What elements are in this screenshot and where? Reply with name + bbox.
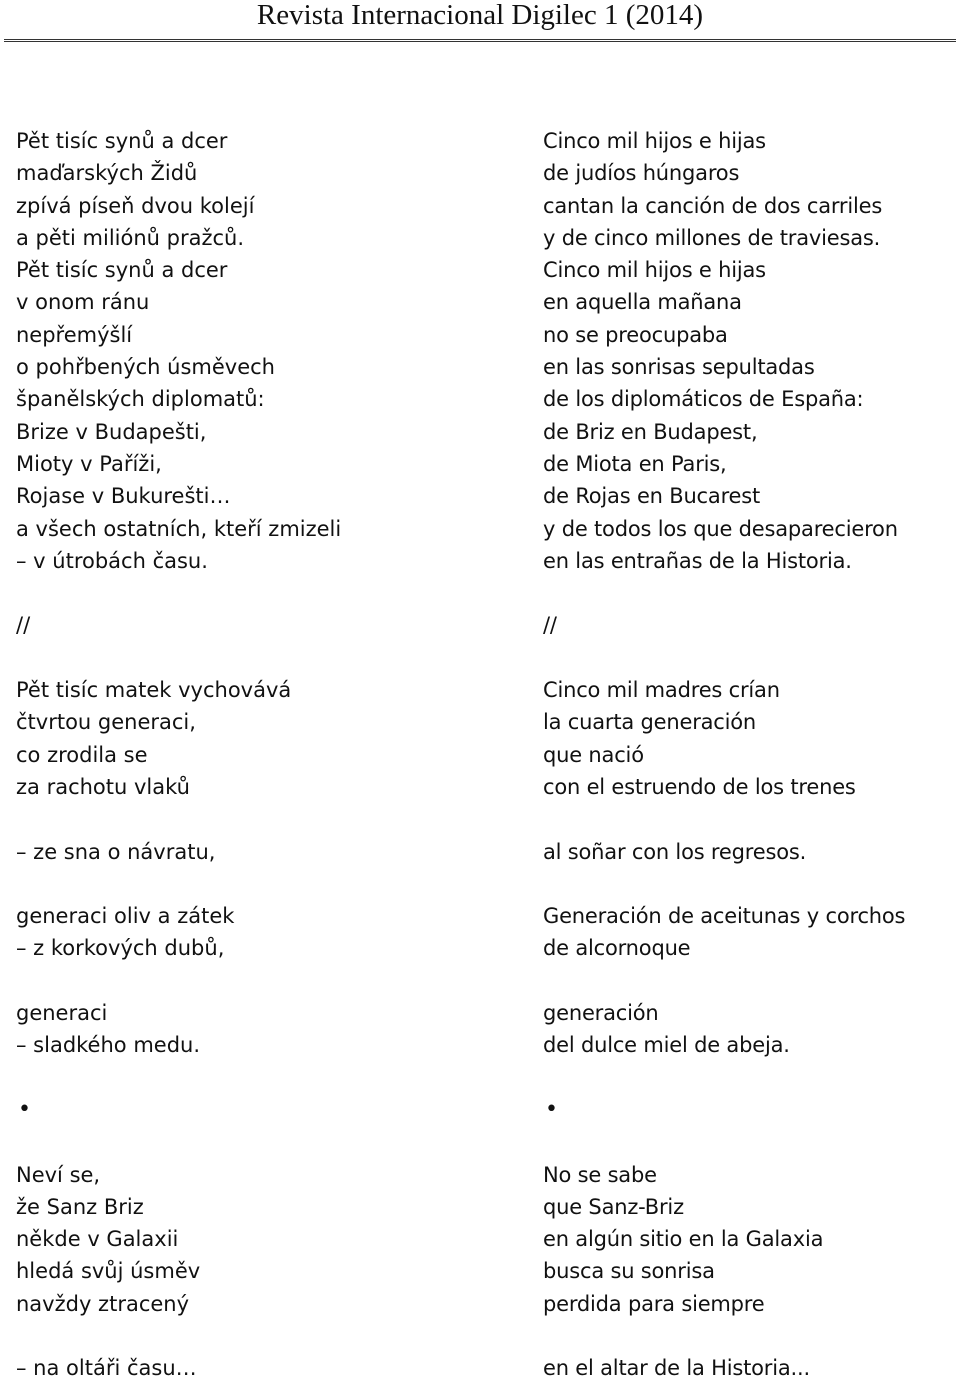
poem-line: – z korkových dubů, <box>16 936 225 961</box>
poem-line: nepřemýšlí <box>16 322 133 347</box>
czech-stanza7 <box>16 1352 516 1384</box>
poem-line: že Sanz Briz <box>16 1194 144 1219</box>
poem-line: No se sabe <box>543 1162 657 1187</box>
poem-line: generación <box>543 1001 659 1026</box>
stanza-gap <box>16 868 516 900</box>
poem-line: – na oltáři času… <box>16 1356 197 1381</box>
poem-line: de Miota en Paris, <box>543 451 727 476</box>
poem-line: – ze sna o návratu, <box>16 839 216 864</box>
poem-line: – sladkého medu. <box>16 1033 201 1058</box>
poem-line: de Rojas en Bucarest <box>543 484 761 509</box>
poem-line: generaci oliv a zátek <box>16 904 235 929</box>
poem-line: no se preocupaba <box>543 322 728 347</box>
poem-line: maďarských Židů <box>16 161 198 186</box>
slash-separator: // <box>543 613 557 638</box>
poem-line: que Sanz-Briz <box>543 1194 684 1219</box>
czech-poem-column <box>16 125 516 1385</box>
stanza-gap <box>543 577 959 609</box>
poem-line: Pět tisíc matek vychovává <box>16 678 292 703</box>
poem-line: generaci <box>16 1001 108 1026</box>
poem-line: cantan la canción de dos carriles <box>543 193 883 218</box>
slash-separator: // <box>16 613 31 638</box>
poem-line: za rachotu vlaků <box>16 774 190 799</box>
spanish-stanza5 <box>543 997 959 1062</box>
stanza-gap <box>16 803 516 835</box>
poem-line: del dulce miel de abeja. <box>543 1033 790 1058</box>
stanza-gap <box>543 1062 959 1094</box>
stanza-gap <box>16 642 516 674</box>
poem-line: la cuarta generación <box>543 710 757 735</box>
poem-line: zpívá píseň dvou kolejí <box>16 193 255 218</box>
stanza-gap <box>16 577 516 609</box>
poem-line: Cinco mil hijos e hijas <box>543 258 766 283</box>
poem-line: perdida para siempre <box>543 1291 765 1316</box>
spanish-stanza2 <box>543 674 959 803</box>
stanza-gap <box>543 1320 959 1352</box>
poem-line: Mioty v Paříži, <box>16 451 162 476</box>
poem-line: španělských diplomatů: <box>16 387 265 412</box>
poem-line: a všech ostatních, kteří zmizeli <box>16 516 342 541</box>
poem-line: busca su sonrisa <box>543 1259 715 1284</box>
spanish-stanza7 <box>543 1352 959 1384</box>
czech-stanza4 <box>16 900 516 965</box>
poem-line: que nació <box>543 742 644 767</box>
poem-line: en las sonrisas sepultadas <box>543 355 815 380</box>
stanza-gap <box>543 642 959 674</box>
bullet-separator: • <box>18 1096 31 1122</box>
poem-line: v onom ránu <box>16 290 150 315</box>
poem-line: Rojase v Bukurešti… <box>16 484 231 509</box>
stanza-gap <box>543 868 959 900</box>
poem-line: al soñar con los regresos. <box>543 839 807 864</box>
czech-stanza1 <box>16 125 516 577</box>
poem-line: en aquella mañana <box>543 290 742 315</box>
poem-line: Pět tisíc synů a dcer <box>16 258 228 283</box>
spanish-stanza3 <box>543 836 959 868</box>
poem-line: en el altar de la Historia... <box>543 1356 810 1381</box>
poem-line: con el estruendo de los trenes <box>543 774 856 799</box>
poem-line: de Briz en Budapest, <box>543 419 758 444</box>
poem-line: a pěti miliónů pražců. <box>16 225 245 250</box>
czech-stanza5 <box>16 997 516 1062</box>
stanza-gap <box>16 965 516 997</box>
poem-line: hledá svůj úsměv <box>16 1259 201 1284</box>
spanish-stanza6 <box>543 1159 959 1320</box>
poem-line: en las entrañas de la Historia. <box>543 548 852 573</box>
stanza-gap <box>543 1126 959 1158</box>
stanza-gap <box>543 803 959 835</box>
spanish-stanza1 <box>543 125 959 577</box>
spanish-stanza4 <box>543 900 959 965</box>
poem-line: navždy ztracený <box>16 1291 190 1316</box>
czech-stanza3 <box>16 836 516 868</box>
journal-title: Revista Internacional Digilec 1 (2014) <box>256 0 704 31</box>
poem-line: de los diplomáticos de España: <box>543 387 864 412</box>
poem-line: de alcornoque <box>543 936 691 961</box>
stanza-gap <box>16 1320 516 1352</box>
czech-stanza6 <box>16 1159 516 1320</box>
poem-line: y de todos los que desaparecieron <box>543 516 898 541</box>
poem-line: co zrodila se <box>16 742 148 767</box>
poem-line: někde v Galaxii <box>16 1227 179 1252</box>
poem-line: Cinco mil hijos e hijas <box>543 129 766 153</box>
stanza-gap <box>16 1062 516 1094</box>
poem-line: Generación de aceitunas y corchos <box>543 904 906 929</box>
poem-line: de judíos húngaros <box>543 161 740 186</box>
poem-line: – v útrobách času. <box>16 548 208 573</box>
stanza-gap <box>16 1126 516 1158</box>
poem-line: en algún sitio en la Galaxia <box>543 1227 824 1252</box>
poem-line: o pohřbených úsměvech <box>16 355 275 380</box>
stanza-gap <box>543 965 959 997</box>
header-rule <box>4 39 956 42</box>
spanish-poem-column <box>543 125 959 1385</box>
poem-line: Cinco mil madres crían <box>543 678 780 703</box>
czech-stanza2 <box>16 674 516 803</box>
journal-header <box>0 0 960 30</box>
poem-line: Neví se, <box>16 1162 101 1187</box>
bullet-separator: • <box>545 1096 558 1122</box>
poem-line: Brize v Budapešti, <box>16 419 207 444</box>
poem-line: y de cinco millones de traviesas. <box>543 225 881 250</box>
poem-line: Pět tisíc synů a dcer <box>16 129 228 153</box>
poem-line: čtvrtou generaci, <box>16 710 196 735</box>
